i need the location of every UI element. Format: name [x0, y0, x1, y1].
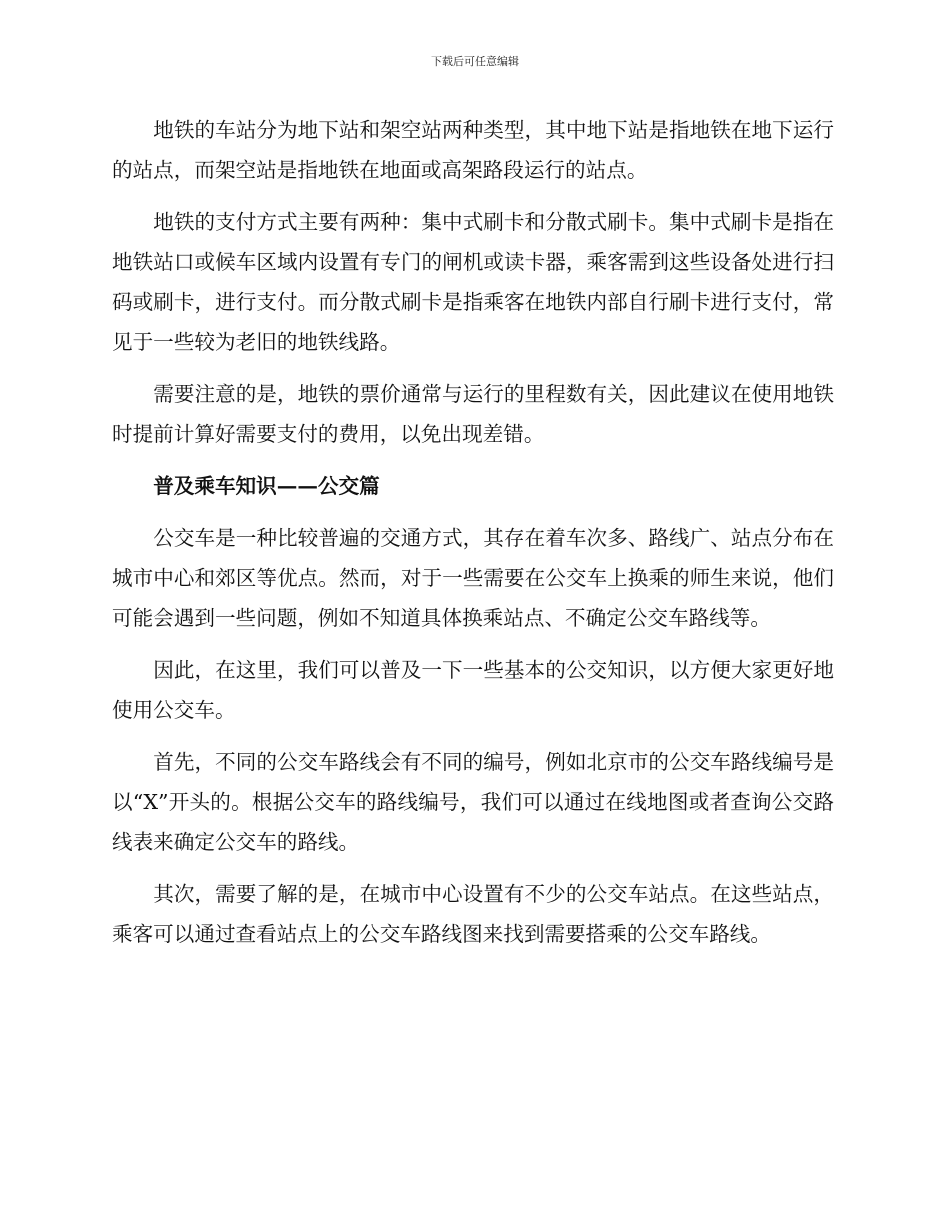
paragraph-bus-route-numbers: 首先，不同的公交车路线会有不同的编号，例如北京市的公交车路线编号是以“X”开头的。根据公交车的路线编号，我们可以通过在线地图或者查询公交路线表来确定公交车的路线。: [112, 750, 834, 854]
paragraph-bus-stops: 其次，需要了解的是，在城市中心设置有不少的公交车站点。在这些站点，乘客可以通过查看站点上的公交车路线图来找到需要搭乘的公交车路线。: [112, 882, 834, 946]
paragraph-subway-stations: 地铁的车站分为地下站和架空站两种类型，其中地下站是指地铁在地下运行的站点，而架空站是指地铁在地面或高架路段运行的站点。: [112, 118, 834, 182]
paragraph-bus-purpose: 因此，在这里，我们可以普及一下一些基本的公交知识，以方便大家更好地使用公交车。: [112, 658, 834, 722]
document-body: [112, 110, 834, 966]
section-heading: 普及乘车知识——公交篇: [153, 474, 380, 498]
paragraph-bus-intro: 公交车是一种比较普遍的交通方式，其存在着车次多、路线广、站点分布在城市中心和郊区等优点。然而，对于一些需要在公交车上换乘的师生来说，他们可能会遇到一些问题，例如不知道具体换乘站点、不确定公交车路线等。: [112, 526, 834, 630]
paragraph-subway-payment: 地铁的支付方式主要有两种：集中式刷卡和分散式刷卡。集中式刷卡是指在地铁站口或候车区域内设置有专门的闸机或读卡器，乘客需到这些设备处进行扫码或刷卡，进行支付。而分散式刷卡是指乘客在地铁内部自行刷卡进行支付，常见于一些较为老旧的地铁线路。: [112, 210, 834, 354]
paragraph-subway-fare: 需要注意的是，地铁的票价通常与运行的里程数有关，因此建议在使用地铁时提前计算好需要支付的费用，以免出现差错。: [112, 382, 834, 446]
page-header: 下载后可任意编辑: [431, 55, 519, 68]
